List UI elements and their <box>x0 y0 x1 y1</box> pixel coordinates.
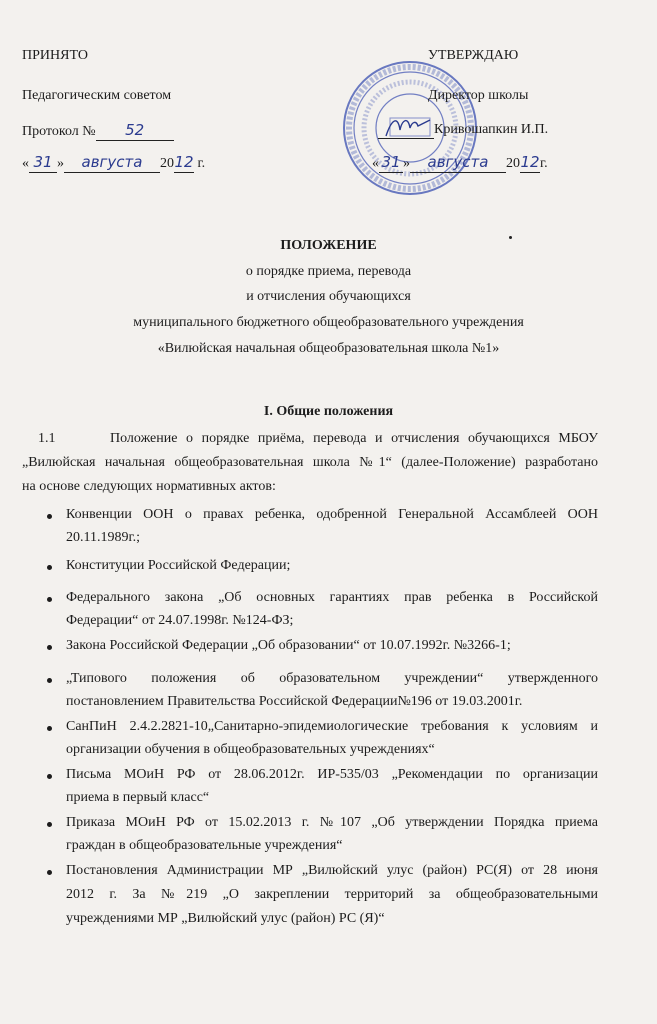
left-year-suffix: 12 <box>174 153 194 171</box>
paragraph-number: 1.1 <box>38 431 56 446</box>
bullet-icon <box>47 822 52 827</box>
left-year-field <box>174 154 194 173</box>
left-day: 31 <box>33 153 53 171</box>
left-month-field <box>64 154 160 173</box>
bullet-icon <box>47 645 52 650</box>
right-year-end: г. <box>540 156 548 171</box>
right-year-field <box>520 154 540 173</box>
list-item-line-2: постановлением Правительства Российской Федерации№196 от 19.03.2001г. <box>66 694 523 709</box>
left-date-close-quote: » <box>57 156 64 171</box>
list-item-line-1: Письма МОиН РФ от 28.06.2012г. ИР-535/03 „Рекомендации по организации <box>66 767 598 782</box>
right-day-field <box>379 154 403 173</box>
accepted-label: ПРИНЯТО <box>22 48 88 63</box>
section-heading: I. Общие положения <box>263 404 394 419</box>
list-item-line-2: приема в первый класс“ <box>66 790 210 805</box>
protocol-number: 52 <box>125 121 145 139</box>
left-month: августа <box>81 153 143 171</box>
left-year-prefix: 20 <box>160 156 174 171</box>
right-year-suffix: 12 <box>520 153 540 171</box>
director-signature-line <box>378 122 548 139</box>
director-name: Кривошапкин И.П. <box>434 122 549 137</box>
list-item-line-1: Федерального закона „Об основных гарантиях прав ребенка в Российской <box>66 590 598 605</box>
bullet-icon <box>47 514 52 519</box>
left-year-end: г. <box>194 156 206 171</box>
protocol-number-field <box>96 122 174 141</box>
bullet-icon <box>47 726 52 731</box>
signature-field <box>378 122 434 139</box>
right-date-line <box>372 154 548 173</box>
title-line-2: и отчисления обучающихся <box>246 289 411 304</box>
bullet-icon <box>47 565 52 570</box>
bullet-icon <box>47 597 52 602</box>
left-date-line <box>22 154 205 173</box>
paragraph-line-2: „Вилюйская начальная общеобразовательная школа №1“ (далее-Положение) разработано <box>22 455 598 470</box>
document-title: ПОЛОЖЕНИЕ <box>280 238 377 253</box>
approve-label: УТВЕРЖДАЮ <box>428 48 519 63</box>
list-item-line-2: 2012 г. За №219 „О закреплении территорий за общеобразовательными <box>66 887 598 902</box>
list-item-line-1: Постановления Администрации МР „Вилюйский улус (район) РС(Я) от 28 июня <box>66 863 598 878</box>
right-date-open-quote: « <box>372 156 379 171</box>
paragraph-line-3: на основе следующих нормативных актов: <box>22 479 276 494</box>
right-year-prefix: 20 <box>506 156 520 171</box>
list-item-line-2: организации обучения в общеобразовательных учреждениях“ <box>66 742 435 757</box>
title-line-1: о порядке приема, перевода <box>245 264 412 279</box>
right-date-close-quote: » <box>403 156 410 171</box>
list-item-line-1: Конвенции ООН о правах ребенка, одобренной Генеральной Ассамблеей ООН <box>66 507 598 522</box>
protocol-line <box>22 122 174 141</box>
paragraph-line-1: Положение о порядке приёма, перевода и отчисления обучающихся МБОУ <box>110 431 598 446</box>
pedagogical-council-label: Педагогическим советом <box>22 88 172 103</box>
list-item-line-2: граждан в общеобразовательные учреждения“ <box>66 838 343 853</box>
left-date-open-quote: « <box>22 156 29 171</box>
right-day: 31 <box>381 153 401 171</box>
title-line-3: муниципального бюджетного общеобразовательного учреждения <box>133 315 524 330</box>
list-item-line-1: Приказа МОиН РФ от 15.02.2013 г. №107 „Об утверждении Порядка приема <box>66 815 598 830</box>
protocol-label: Протокол № <box>22 124 96 139</box>
bullet-icon <box>47 678 52 683</box>
bullet-icon <box>47 774 52 779</box>
right-month-field <box>410 154 506 173</box>
list-item-line-1: Конституции Российской Федерации; <box>66 558 291 573</box>
list-item-line-2: Федерации“ от 24.07.1998г. №124-ФЗ; <box>66 613 294 628</box>
list-item-line-1: Закона Российской Федерации „Об образовании“ от 10.07.1992г. №3266-1; <box>66 638 511 653</box>
list-item-line-2: 20.11.1989г.; <box>66 530 141 545</box>
left-day-field <box>29 154 57 173</box>
right-month: августа <box>427 153 489 171</box>
title-line-4: «Вилюйская начальная общеобразовательная школа №1» <box>157 341 500 356</box>
list-item-line-1: СанПиН 2.4.2.2821-10„Санитарно-эпидемиологические требования к условиям и <box>66 719 598 734</box>
list-item-line-1: „Типового положения об образовательном учреждении“ утвержденного <box>66 671 598 686</box>
director-label: Директор школы <box>428 88 529 103</box>
list-item-line-3: учреждениями МР „Вилюйский улус (район) РС (Я)“ <box>66 911 385 926</box>
bullet-icon <box>47 870 52 875</box>
